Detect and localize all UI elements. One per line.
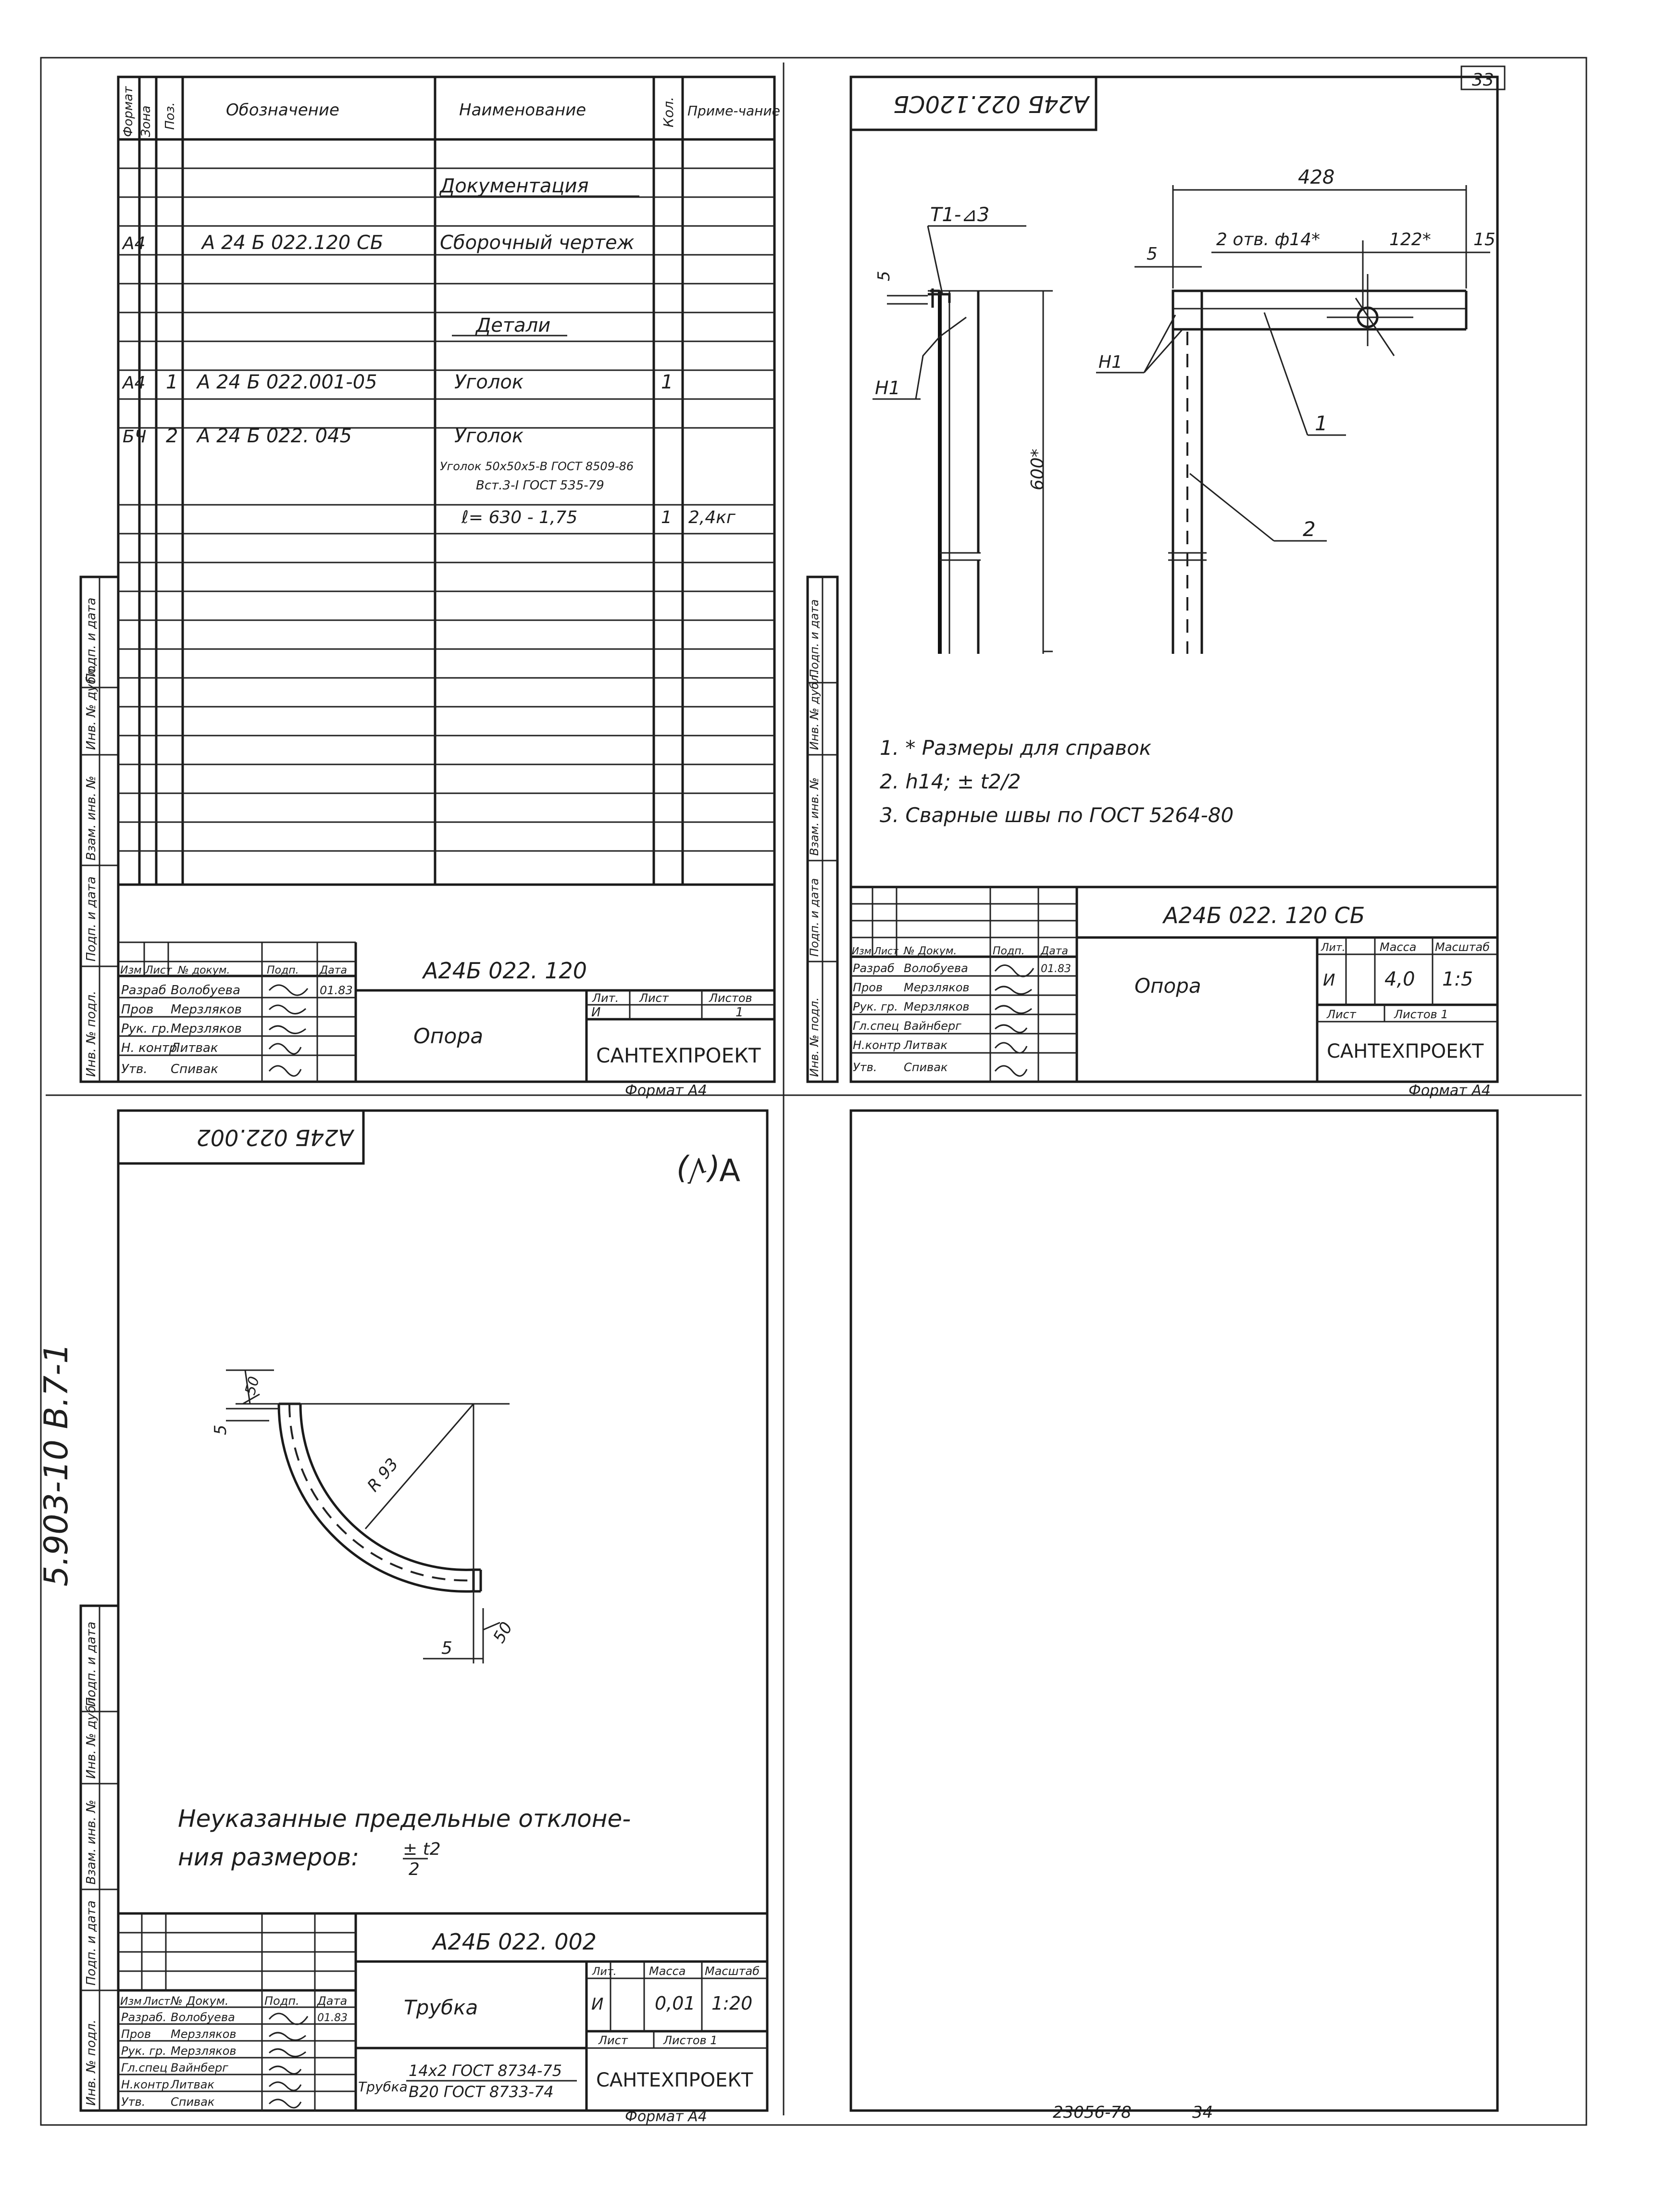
tb1-sheets-label: Листов (709, 991, 752, 1005)
tb2-product: Опора (1134, 974, 1201, 998)
tb2-name-3: Вайнберг (904, 1019, 961, 1033)
tb2-role-4: Н.контр (853, 1038, 901, 1052)
q2-weld-symbol: Т1-⊿3 (930, 204, 990, 226)
side-document-code: 5.903-10 В.7-1 (37, 1343, 75, 1587)
q2-dim-5-left: 5 (874, 271, 894, 281)
tb2-col-izm: Изм (852, 945, 872, 957)
q2-dim-122: 122* (1389, 230, 1431, 250)
q2-pos-1: 1 (1315, 412, 1328, 435)
tb2-name-5: Спивак (904, 1061, 948, 1074)
q3-side-podp-data-2: Подп. и дата (84, 1621, 99, 1707)
header-note: Приме-чание (687, 103, 780, 119)
row7-length: ℓ= 630 - 1,75 (461, 508, 578, 527)
tb3-format: Формат А4 (625, 2108, 707, 2125)
angle-front-view (1096, 166, 1496, 654)
header-qty: Кол. (661, 97, 676, 127)
tb2-sheets-label: Листов 1 (1394, 1008, 1448, 1021)
q2-signature-2 (995, 1006, 1032, 1013)
tb3-scale: 1:20 (711, 1993, 753, 2014)
tb1-role-2: Рук. гр. (121, 1022, 170, 1036)
title-block-q2 (851, 887, 1497, 1099)
tb3-role-1: Пров (121, 2027, 151, 2041)
row3-qty: 1 (661, 371, 673, 393)
tb1-name-4: Спивак (171, 1062, 219, 1076)
row3-pos: 1 (166, 371, 178, 393)
q2-h1-right: Н1 (1098, 352, 1122, 372)
q2-pos-2: 2 (1303, 517, 1316, 541)
tb3-name-1: Мерзляков (171, 2027, 237, 2041)
q2-stamp: А24Б 022.120СБ (893, 90, 1089, 117)
tb1-lit: И (591, 1005, 601, 1020)
corner-page-number: 33 (1472, 70, 1494, 90)
angle-side-view (873, 204, 1053, 654)
tb3-role-3: Гл.спец (121, 2061, 168, 2075)
row1-format: А4 (123, 234, 146, 253)
row7-note: 2,4кг (688, 508, 736, 527)
q2-note-1: 1. * Размеры для справок (880, 736, 1152, 760)
tb2-role-0: Разраб (853, 962, 895, 975)
q3-stamp: А24Б 022.002 (196, 1125, 353, 1150)
q3-note-frac-num: ± t2 (403, 1839, 441, 1859)
q2-signature-0 (995, 965, 1034, 977)
q2-side-dubl: Инв. № дубл. (808, 671, 821, 750)
row4-designation: А 24 Б 022. 045 (197, 425, 352, 447)
tb1-col-list: Лист (145, 964, 172, 976)
bottom-stamp: 23056-78 (1053, 2103, 1132, 2122)
assembly-drawing-sheet (808, 77, 1497, 1099)
title-block-q3 (118, 1913, 767, 2125)
tb2-format: Формат А4 (1409, 1082, 1491, 1099)
q3-dim-5-top: 5 (211, 1425, 230, 1435)
row4-pos: 2 (166, 425, 178, 447)
q2-dim-5-right: 5 (1147, 244, 1158, 264)
header-pos: Поз. (163, 102, 177, 130)
q3-signature-1 (269, 2033, 306, 2040)
row1-name: Сборочный чертеж (440, 232, 635, 254)
tb3-product: Трубка (404, 1996, 478, 2019)
tb2-col-list: Лист (874, 945, 898, 957)
tb1-col-izm: Изм (120, 964, 142, 976)
tb3-role-2: Рук. гр. (121, 2044, 166, 2058)
q2-holes-note: 2 отв. ф14* (1216, 230, 1321, 250)
q2-signature-1 (995, 987, 1032, 994)
tb1-col-sign: Подп. (267, 964, 299, 976)
tb1-lit-label: Лит. (592, 991, 619, 1005)
tb2-name-1: Мерзляков (904, 981, 970, 994)
tb3-role-4: Н.контр (121, 2078, 169, 2091)
tb2-org: САНТЕХПРОЕКТ (1327, 1040, 1484, 1062)
q2-side-vzam: Взам. инв. № (808, 777, 821, 856)
tb3-designation: А24Б 022. 002 (433, 1929, 597, 1955)
tb3-sheets-label: Листов 1 (663, 2034, 718, 2047)
q2-dim-15: 15 (1473, 230, 1496, 250)
q3-note-frac-den: 2 (409, 1860, 420, 1879)
q3-note-line-1: Неуказанные предельные отклоне- (178, 1805, 631, 1833)
signature-3 (269, 1044, 301, 1054)
tb2-name-4: Литвак (904, 1038, 947, 1052)
tb3-org: САНТЕХПРОЕКТ (596, 2069, 753, 2091)
tb2-lit: И (1323, 971, 1335, 990)
q2-signature-3 (995, 1025, 1027, 1033)
signature-2 (269, 1026, 306, 1034)
q3-side-inv-podl: Инв. № подл. (84, 2019, 99, 2106)
blank-sheet (851, 1111, 1497, 2111)
tb3-col-date: Дата (317, 1994, 348, 2008)
tb1-date-0: 01.83 (320, 984, 353, 997)
header-format: Формат (121, 86, 136, 137)
tb2-lit-label: Лит. (1321, 942, 1346, 954)
tb3-mass: 0,01 (655, 1993, 696, 2014)
tb2-col-date: Дата (1041, 945, 1068, 957)
q2-side-inv-podl: Инв. № подл. (808, 997, 821, 1077)
tb3-sheet-label: Лист (598, 2034, 628, 2047)
q2-note-3: 3. Сварные швы по ГОСТ 5264-80 (880, 803, 1234, 827)
side-label-podp-data-2: Подп. и дата (84, 597, 99, 683)
header-designation: Обозначение (226, 100, 339, 120)
tb2-role-1: Пров (853, 981, 883, 994)
q3-radius: R 93 (363, 1454, 402, 1496)
header-zone: Зона (139, 105, 153, 137)
q2-h1-left: Н1 (875, 377, 900, 399)
roughness-symbol: ∀(√) (675, 1151, 740, 1187)
tb3-lit: И (591, 1995, 604, 2014)
q3-dim-50-bottom: 50 (489, 1619, 517, 1647)
tb2-sheet-label: Лист (1327, 1008, 1356, 1021)
side-label-dubl: Инв. № дубл. (84, 664, 99, 750)
tb1-sheet-label: Лист (639, 991, 669, 1005)
tb2-role-3: Гл.спец (853, 1019, 899, 1033)
tb3-name-2: Мерзляков (171, 2044, 237, 2058)
tb3-material-1: 14х2 ГОСТ 8734-75 (409, 2062, 562, 2080)
tb2-date-0: 01.83 (1041, 963, 1071, 975)
side-label-inv-podl: Инв. № подл. (84, 990, 99, 1077)
header-name: Наименование (459, 100, 586, 120)
tb3-col-doc: № Докум. (171, 1994, 229, 2008)
q2-note-2: 2. h14; ± t2/2 (880, 770, 1021, 793)
q2-dim-600: 600* (1028, 449, 1047, 490)
row3-format: А4 (123, 373, 146, 393)
q3-dim-50-top: 50 (242, 1375, 263, 1397)
tb3-name-4: Литвак (171, 2078, 214, 2091)
tb2-col-doc: № Докум. (904, 945, 957, 957)
tb1-format: Формат А4 (625, 1082, 707, 1099)
part-drawing-sheet (81, 1111, 767, 2125)
tb2-name-2: Мерзляков (904, 1000, 970, 1013)
tb2-col-sign: Подп. (993, 945, 1025, 957)
tb3-role-5: Утв. (121, 2095, 146, 2109)
bottom-page-number: 34 (1192, 2103, 1213, 2122)
q3-side-podp-data: Подп. и дата (84, 1900, 99, 1986)
tb2-scale-label: Масштаб (1435, 940, 1490, 954)
signature-1 (269, 1005, 306, 1014)
q3-dim-5-bottom: 5 (441, 1638, 452, 1658)
tb2-designation: А24Б 022. 120 СБ (1163, 902, 1365, 928)
q3-signature-3 (269, 2066, 301, 2074)
row4-name: Уголок (454, 425, 524, 447)
tb1-role-4: Утв. (121, 1062, 148, 1076)
tb3-material-2: В20 ГОСТ 8733-74 (409, 2083, 554, 2101)
row6-material: Вст.3-I ГОСТ 535-79 (476, 478, 604, 493)
tb2-scale: 1:5 (1442, 968, 1473, 990)
tb1-col-date: Дата (320, 964, 347, 976)
row3-name: Уголок (454, 371, 524, 393)
q3-signature-4 (269, 2082, 301, 2090)
tb3-col-list: Лист (143, 1996, 170, 2008)
q3-signature-2 (269, 2049, 306, 2057)
tb1-col-doc: № докум. (178, 964, 230, 976)
tb3-col-sign: Подп. (264, 1994, 299, 2008)
tb1-sheets: 1 (736, 1005, 744, 1020)
q3-signature-0 (269, 2013, 308, 2025)
q3-side-vzam: Взам. инв. № (84, 1800, 99, 1885)
tb1-name-3: Литвак (171, 1041, 218, 1055)
tb1-role-3: Н. контр (121, 1041, 177, 1055)
row3-designation: А 24 Б 022.001-05 (197, 371, 377, 393)
tb1-product: Опора (413, 1024, 484, 1049)
tb3-role-0: Разраб. (121, 2011, 167, 2024)
row4-format: БЧ (123, 427, 147, 447)
tb1-designation: А24Б 022. 120 (423, 958, 587, 984)
row-details: Детали (476, 314, 551, 337)
row1-designation: А 24 Б 022.120 СБ (202, 232, 384, 254)
q2-side-podp-data: Подп. и дата (808, 878, 821, 957)
tb3-date-0: 01.83 (317, 2012, 348, 2024)
tb1-name-2: Мерзляков (171, 1022, 242, 1036)
tb1-role-0: Разраб (121, 983, 166, 998)
q3-signature-5 (269, 2100, 301, 2108)
signature-4 (269, 1066, 301, 1076)
row5-material: Уголок 50х50х5-В ГОСТ 8509-86 (440, 460, 634, 473)
signature-0 (269, 985, 308, 995)
tube-bend-view (211, 1370, 516, 1663)
tb3-name-0: Волобуева (171, 2011, 235, 2024)
side-label-podp-data: Подп. и дата (84, 876, 99, 962)
tb3-material-prefix: Трубка (358, 2079, 408, 2095)
tb1-org: САНТЕХПРОЕКТ (596, 1044, 761, 1067)
tb1-name-1: Мерзляков (171, 1002, 242, 1017)
q2-signature-5 (995, 1066, 1027, 1076)
tb2-mass-label: Масса (1380, 940, 1417, 954)
tb3-name-5: Спивак (171, 2095, 215, 2109)
tb3-scale-label: Масштаб (705, 1964, 760, 1978)
tb3-col-izm: Изм (120, 1996, 142, 2008)
tb2-role-2: Рук. гр. (853, 1000, 898, 1013)
tb3-mass-label: Масса (649, 1964, 686, 1978)
q3-side-dubl: Инв. № дубл. (84, 1693, 99, 1779)
tb2-mass: 4,0 (1384, 968, 1415, 990)
q3-note-line-2: ния размеров: (178, 1843, 360, 1871)
specification-sheet (81, 77, 780, 1099)
tb1-name-0: Волобуева (171, 983, 240, 998)
q2-signature-4 (995, 1043, 1027, 1053)
tb2-name-0: Волобуева (904, 962, 968, 975)
q2-dim-428: 428 (1298, 166, 1335, 188)
row-documentation: Документация (440, 175, 589, 197)
tb1-role-1: Пров (121, 1002, 154, 1017)
q2-side-podp-data-2: Подп. и дата (808, 599, 821, 678)
tb3-name-3: Вайнберг (171, 2061, 228, 2075)
side-label-vzam: Взам. инв. № (84, 775, 99, 861)
tb2-role-5: Утв. (853, 1061, 877, 1074)
row7-qty: 1 (661, 508, 672, 527)
title-block-q1 (118, 942, 774, 1099)
tb3-lit-label: Лит. (592, 1966, 617, 1978)
